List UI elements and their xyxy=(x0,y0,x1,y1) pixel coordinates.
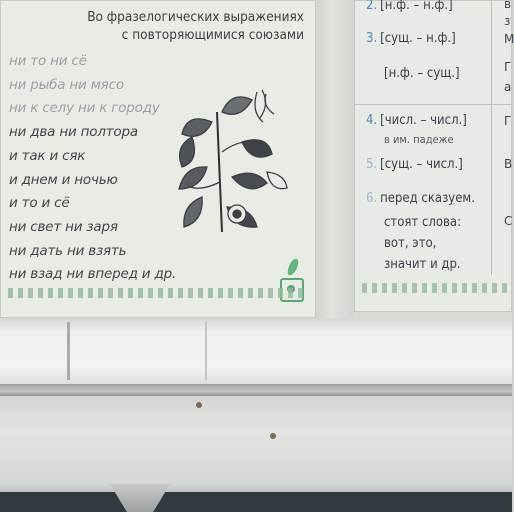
sprout-icon xyxy=(286,257,301,277)
decorative-border xyxy=(362,283,510,293)
rule-formula: перед сказуем. xyxy=(380,191,475,206)
cropped-char: в xyxy=(504,0,512,11)
poster-title-line1: Во фразелогических выражениях xyxy=(87,9,304,25)
cropped-char: з xyxy=(504,14,511,28)
chalk-ledge xyxy=(0,396,512,430)
plant-illustration xyxy=(162,82,297,242)
rule-item xyxy=(384,66,460,81)
rule-note xyxy=(384,133,454,146)
poster-title-line2: с повторяющимися союзами xyxy=(121,27,304,43)
phrase-item: ни взад ни вперед и др. xyxy=(9,266,177,283)
panel-seam xyxy=(205,322,207,380)
phrase-item: ни два ни полтора xyxy=(9,124,138,141)
cropped-char: М xyxy=(504,32,514,46)
phrase-item: ни дать ни взять xyxy=(9,242,127,259)
rules-poster xyxy=(354,0,512,312)
poster-title xyxy=(54,8,304,44)
rule-number: 3. xyxy=(366,31,378,46)
rule-line-text: стоят слова: xyxy=(384,215,462,230)
rule-item xyxy=(366,31,456,46)
rule-item xyxy=(366,113,467,128)
floor xyxy=(0,492,512,512)
phrase-item: ни к селу ни к городу xyxy=(9,100,160,117)
rule-line xyxy=(384,236,436,251)
phrase-item: ни рыба ни мясо xyxy=(9,76,124,93)
phraseology-poster xyxy=(0,0,316,318)
rule-item xyxy=(366,157,463,172)
cropped-char: Г xyxy=(504,114,512,128)
decorative-border xyxy=(8,288,308,298)
cropped-column xyxy=(500,0,512,312)
panel-seam xyxy=(67,322,70,380)
poster-gap xyxy=(316,0,354,320)
rule-line-text: вот, это, xyxy=(384,236,437,251)
cropped-char: а xyxy=(504,80,512,94)
rule-formula: [сущ. – числ.] xyxy=(380,157,463,172)
rule-line xyxy=(384,215,461,230)
board-rail xyxy=(0,384,512,396)
rule-item xyxy=(366,0,453,13)
rule-number: 5. xyxy=(366,157,378,172)
phrase-item: ни то ни сё xyxy=(9,53,87,69)
rule-formula: [н.ф. – сущ.] xyxy=(384,66,460,81)
cropped-char: Г xyxy=(504,60,512,74)
ledge-front xyxy=(0,430,512,492)
rule-line-text: значит и др. xyxy=(384,257,461,272)
rule-note-text: в им. падеже xyxy=(384,133,454,146)
phrase-item: и так и сяк xyxy=(9,147,86,164)
cropped-char: В xyxy=(504,157,513,171)
rule-number: 6. xyxy=(366,191,378,206)
divider xyxy=(491,0,492,275)
screw xyxy=(270,433,276,439)
rule-formula: [сущ. – н.ф.] xyxy=(380,31,456,46)
rule-number: 4. xyxy=(366,113,378,128)
screw xyxy=(196,402,202,408)
phrase-item: ни свет ни заря xyxy=(9,218,118,235)
rule-line xyxy=(384,257,461,272)
phrase-item: и днем и ночью xyxy=(9,171,118,188)
rule-formula: [числ. – числ.] xyxy=(380,113,467,128)
board-frame xyxy=(0,318,512,388)
rule-formula: [н.ф. – н.ф.] xyxy=(380,0,453,13)
cropped-char: С xyxy=(504,214,513,228)
rule-number: 2. xyxy=(366,0,378,13)
rule-item xyxy=(366,191,475,206)
divider xyxy=(354,104,512,105)
phrase-list xyxy=(9,50,179,287)
phrase-item: и то и сё xyxy=(9,195,70,212)
